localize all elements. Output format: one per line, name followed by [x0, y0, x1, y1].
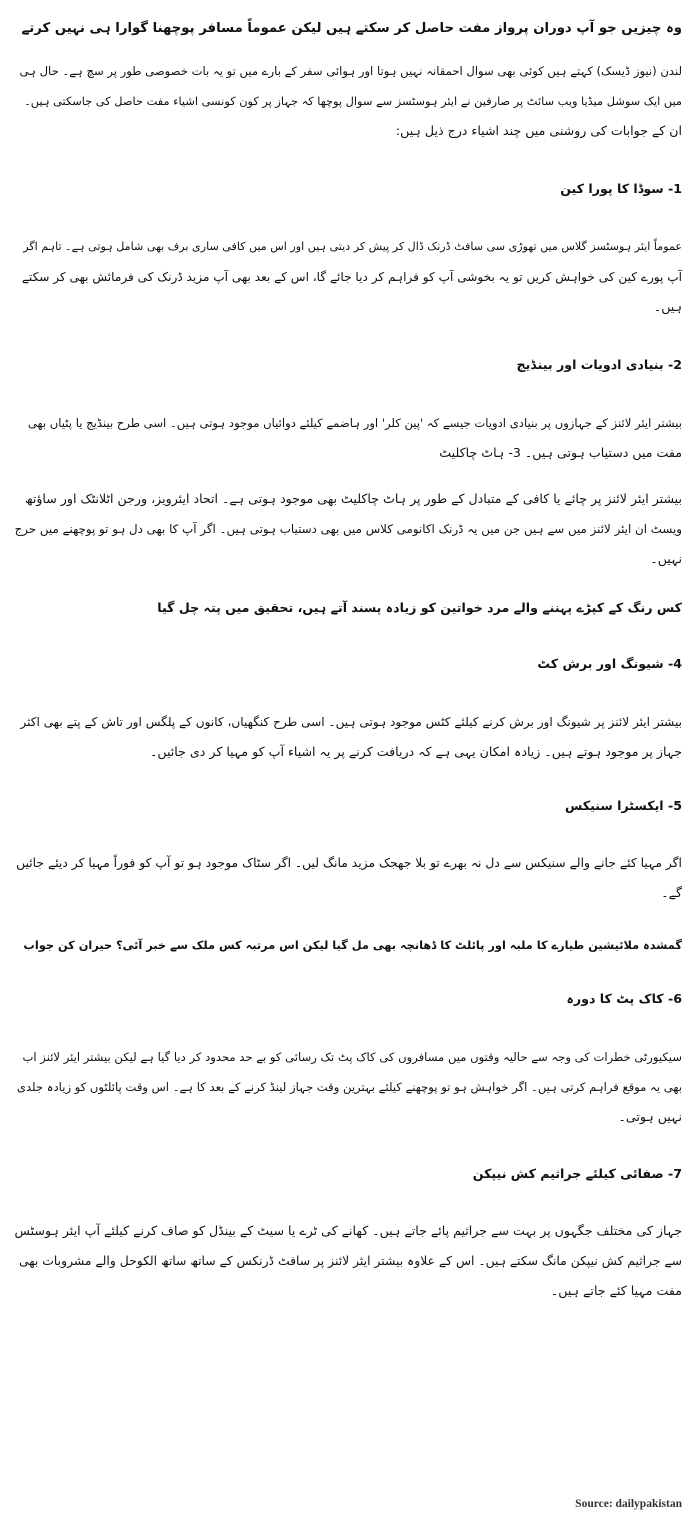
item-6-heading: 6- کاک پٹ کا دورہ [566, 991, 682, 1006]
item-6-line-1: سیکیورٹی خطرات کی وجہ سے حالیہ وقتوں میں مسافروں کی کاک پٹ تک رسائی کو بے حد محدود کر دیا گیا ہے لیکن بیشتر ایئر لائنز اب [22, 1050, 682, 1064]
item-2-line-1: بیشتر ایئر لائنز کے جہازوں پر بنیادی ادویات جیسے کہ 'پین کلر' اور ہاضمے کیلئے دوائیاں موجود ہوتی ہیں۔ اسی طرح بینڈیج یا پٹیاں بھی [27, 416, 682, 430]
item-4-line-1: بیشتر ایئر لائنز پر شیونگ اور برش کرنے کیلئے کٹس موجود ہوتی ہیں۔ اسی طرح کنگھیاں، کانوں کے پلگس اور تاش کے پتے بھی اکثر [20, 715, 682, 729]
item-7-line-2: سے جراثیم کش نیپکن مانگ سکتے ہیں۔ اس کے علاوہ بیشتر ایئر لائنز پر سافٹ ڈرنکس کے ساتھ ساتھ الکوحل والے مشروبات بھی [18, 1254, 682, 1268]
item-2-line-2: مفت میں دستیاب ہوتی ہیں۔ 3- ہاٹ چاکلیٹ [439, 445, 682, 460]
item-6-line-2: بھی یہ موقع فراہم کرتی ہیں۔ اگر خواہش ہو تو پوچھنے کیلئے بہترین وقت جہاز لینڈ کرنے کے بعد کا ہے۔ اس وقت پائلٹوں کو زیادہ جلدی [16, 1080, 682, 1094]
item-3-line-2: ویسٹ ان ایئر لائنز میں سے ہیں جن میں یہ ڈرنک اکانومی کلاس میں بھی دستیاب ہوتی ہیں۔ اگر آپ کا بھی دل ہو تو پوچھنے میں حرج [14, 522, 682, 536]
item-1-line-3: ہیں۔ [653, 299, 682, 314]
item-7-line-3: مفت مہیا کئے جاتے ہیں۔ [550, 1283, 682, 1298]
intro-line-1: لندن (نیوز ڈیسک) کہتے ہیں کوئی بھی سوال احمقانہ نہیں ہوتا اور ہوائی سفر کے بارے میں تو یہ بات خصوصی طور پر سچ ہے۔ حال ہی [19, 64, 682, 78]
article-title: وہ چیزیں جو آپ دوران پرواز مفت حاصل کر سکتے ہیں لیکن عموماً مسافر پوچھنا گوارا ہی نہیں کرتے [21, 21, 682, 36]
item-7-heading: 7- صفائی کیلئے جراثیم کش نیپکن [472, 1166, 682, 1181]
article [16, 0, 682, 1530]
item-5-line-1: اگر مہیا کئے جانے والے سنیکس سے دل نہ بھرے تو بلا جھجک مزید مانگ لیں۔ اگر سٹاک موجود ہو تو آپ کو فوراً مہیا کر دیئے جائیں [16, 856, 682, 870]
related-news-link-1[interactable]: کس رنگ کے کپڑے پہننے والے مرد خواتین کو زیادہ پسند آتے ہیں، تحقیق میں پتہ چل گیا [157, 600, 682, 615]
item-3-line-3: نہیں۔ [650, 551, 682, 566]
item-1-heading: 1- سوڈا کا پورا کین [560, 181, 682, 196]
item-4-heading: 4- شیونگ اور برش کٹ [537, 656, 682, 671]
source-credit: Source: dailypakistan [575, 1498, 682, 1510]
item-1-line-2: آپ پورے کین کی خواہش کریں تو یہ بخوشی آپ کو فراہم کر دیا جائے گا، اس کے بعد بھی آپ مزید ڈرنک کی فرمائش بھی کر سکتے [21, 270, 682, 284]
item-5-heading: 5- ایکسٹرا سنیکس [564, 798, 682, 813]
related-news-link-2[interactable]: گمشدہ ملائیشین طیارے کا ملبہ اور پائلٹ کا ڈھانچہ بھی مل گیا لیکن اس مرتبہ کس ملک سے خبر آئی؟ حیران کن جواب [23, 938, 682, 952]
item-5-line-2: گے۔ [661, 885, 682, 900]
intro-line-3: ان کے جوابات کی روشنی میں چند اشیاء درج ذیل ہیں: [395, 123, 682, 138]
item-3-line-1: بیشتر ایئر لائنز پر چائے یا کافی کے متبادل کے طور پر ہاٹ چاکلیٹ بھی موجود ہوتی ہے۔ اتحاد ایئرویز، ورجن اٹلانٹک اور ساؤتھ [24, 491, 682, 506]
item-4-line-2: جہاز پر موجود ہوتے ہیں۔ زیادہ امکان یہی ہے کہ دریافت کرنے پر یہ اشیاء آپ کو مہیا کر دی جائیں۔ [150, 744, 682, 759]
intro-line-2: میں ایک سوشل میڈیا ویب سائٹ پر صارفین نے ایئر ہوسٹسز سے سوال پوچھا کہ جہاز پر کون کونسی اشیاء مفت حاصل کی جاسکتی ہیں۔ [24, 94, 682, 108]
item-1-line-1: عموماً ایئر ہوسٹسز گلاس میں تھوڑی سی سافٹ ڈرنک ڈال کر پیش کر دیتی ہیں اور اس میں کافی ساری برف بھی شامل ہوتی ہے۔ تاہم اگر [23, 240, 682, 253]
item-7-line-1: جہاز کی مختلف جگہوں پر بہت سے جراثیم پائے جاتے ہیں۔ کھانے کی ٹرے یا سیٹ کے بینڈل کو صاف کرنے کیلئے آپ ایئر ہوسٹس [14, 1223, 682, 1238]
item-6-line-3: نہیں ہوتی۔ [618, 1109, 682, 1124]
item-2-heading: 2- بنیادی ادویات اور بینڈیج [516, 357, 682, 372]
